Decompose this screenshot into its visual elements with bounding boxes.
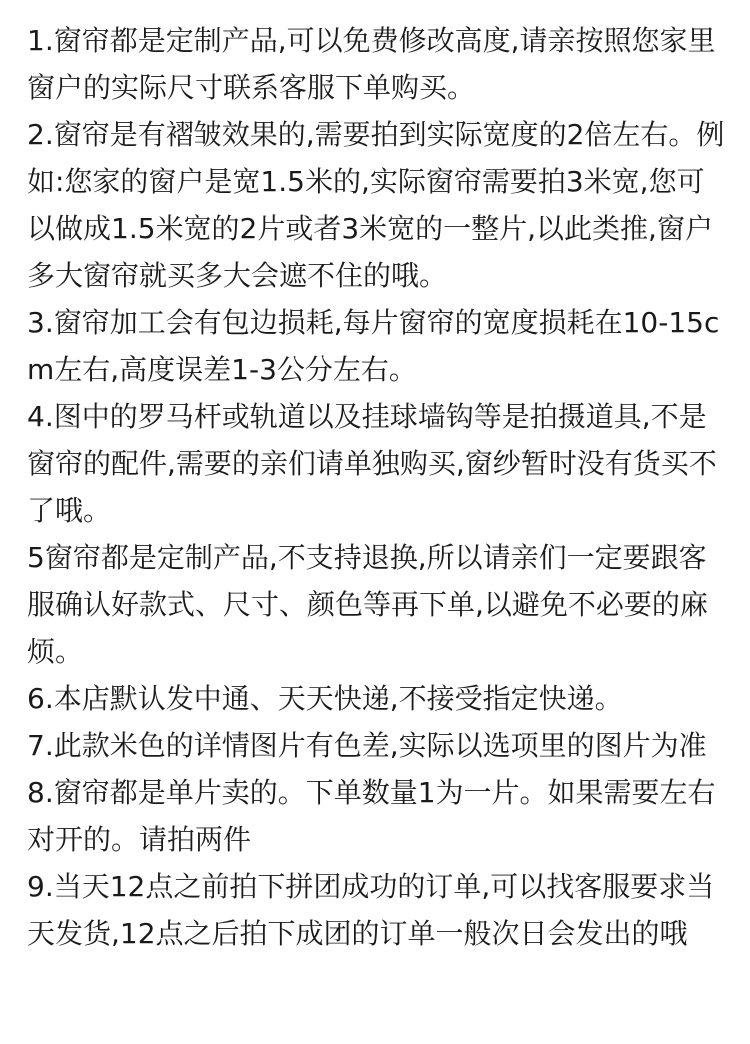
notice-item-4: 4.图中的罗马杆或轨道以及挂球墙钩等是拍摄道具,不是窗帘的配件,需要的亲们请单独购买,窗纱暂时没有货买不了哦。 xyxy=(27,400,717,527)
notice-item-5: 5窗帘都是定制产品,不支持退换,所以请亲们一定要跟客服确认好款式、尺寸、颜色等再下单,以避免不必要的麻烦。 xyxy=(27,541,708,668)
notice-item-1: 1.窗帘都是定制产品,可以免费修改高度,请亲按照您家里窗户的实际尺寸联系客服下单购买。 xyxy=(27,24,716,104)
product-notice-text xyxy=(27,17,727,957)
notice-item-2: 2.窗帘是有褶皱效果的,需要拍到实际宽度的2倍左右。例如:您家的窗户是宽1.5米的,实际窗帘需要拍3米宽,您可以做成1.5米宽的2片或者3米宽的一整片,以此类推,窗户多大窗帘就买多大会遮不住的哦。 xyxy=(27,118,725,292)
notice-item-7: 7.此款米色的详情图片有色差,实际以选项里的图片为准 xyxy=(27,729,707,762)
notice-item-8: 8.窗帘都是单片卖的。下单数量1为一片。如果需要左右对开的。请拍两件 xyxy=(27,776,716,856)
notice-item-3: 3.窗帘加工会有包边损耗,每片窗帘的宽度损耗在10-15cm左右,高度误差1-3公分左右。 xyxy=(27,306,720,386)
notice-item-6: 6.本店默认发中通、天天快递,不接受指定快递。 xyxy=(27,682,623,715)
notice-item-9: 9.当天12点之前拍下拼团成功的订单,可以找客服要求当天发货,12点之后拍下成团的订单一般次日会发出的哦 xyxy=(27,870,715,950)
